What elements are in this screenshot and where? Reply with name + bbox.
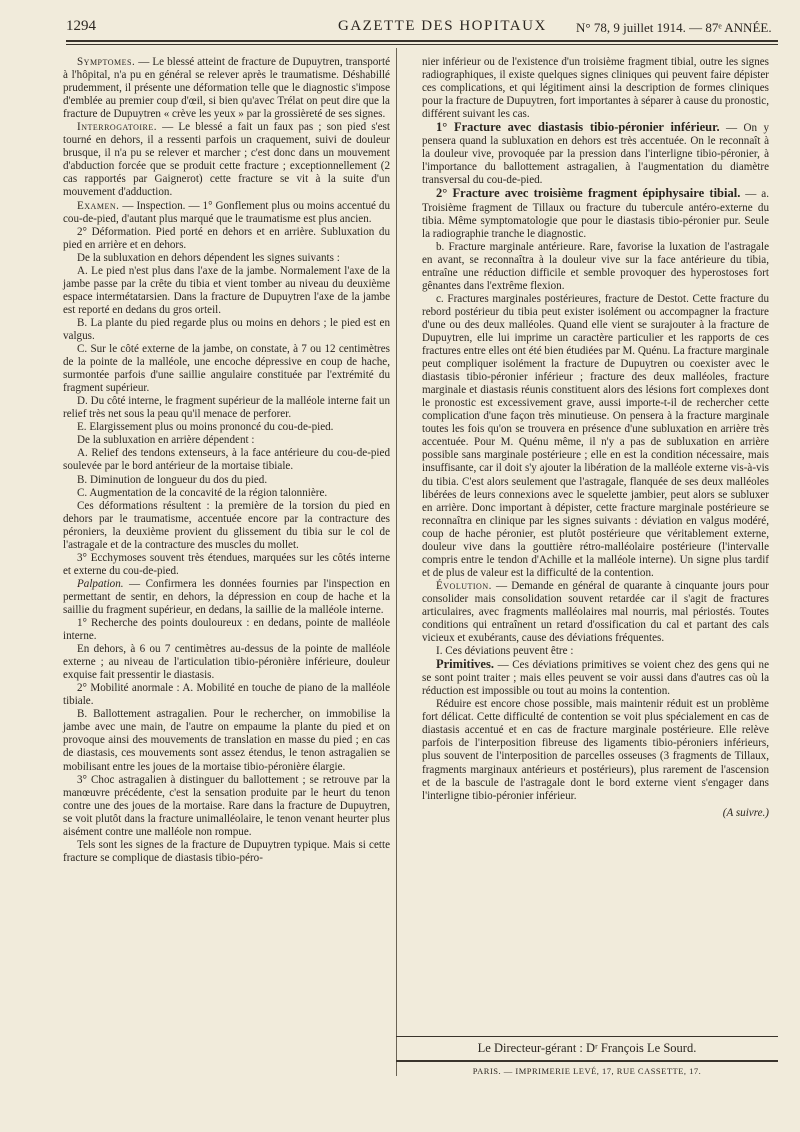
to-be-continued: (A suivre.)	[722, 806, 769, 819]
paragraph-lead: Primitives.	[436, 657, 494, 672]
paragraph-text: Ces déformations résultent : la première de la torsion du pied en dehors par le traumatisme, accentuée encore par la contracture des péroniers, la deuxième provient du glissement du tibia sur le col de l'astragale et de la contracture des muscles du mollet.	[63, 499, 390, 551]
paragraph-text: 2° Déformation. Pied porté en dehors et en arrière. Subluxation du pied en arrière et en dehors.	[63, 225, 390, 251]
paragraph	[422, 698, 769, 802]
printer-line: PARIS. — IMPRIMERIE LEVÉ, 17, RUE CASSETTE, 17.	[472, 1066, 702, 1076]
paragraph-text: B. La plante du pied regarde plus ou moins en dehors ; le pied est en valgus.	[63, 316, 390, 342]
paragraph	[63, 226, 390, 252]
paragraph-text: A. Le pied n'est plus dans l'axe de la jambe. Normalement l'axe de la jambe passe par la crête du tibia et vient tomber au niveau du deuxième espace intermétatarsien. Dans la fracture de Dupuytren l'axe de la jambe est reporté en dedans du gros orteil.	[63, 264, 390, 316]
paragraph-text: En dehors, à 6 ou 7 centimètres au-dessus de la pointe de malléole externe ; au niveau de l'articulation tibio-péronière inférieure, douleur exquise fait pressentir le diastasis.	[63, 643, 390, 682]
paragraph	[63, 500, 390, 552]
paragraph-text: — Demande en général de quarante à cinquante jours pour consolider mais consolidation souvent retardée car il s'agit de fractures articulaires, avec fragments malléolaires mal nourris, mal périostés. Toutes conditions qui entraînent un retard d'ossification du cal et partant des cals vicieux et exubérants, cause des déviations fréquentes.	[422, 579, 769, 645]
paragraph	[63, 552, 390, 578]
paragraph-text: — a. Troisième fragment de Tillaux ou fracture du tubercule antéro-externe du tibia. Même symptomatologie que pour le diastasis tibio-péronier pur. Seule la radiographie tranche le diagnostic.	[422, 188, 769, 240]
paragraph-text: b. Fracture marginale antérieure. Rare, favorise la luxation de l'astragale en avant, se reconnaîtra à la douleur vive sur la face antérieure du tibia, entraîne une réduction difficile et semble provoquer des hyperostoses fort gênantes dans l'extrême flexion.	[422, 240, 769, 292]
paragraph-lead: Examen.	[77, 199, 120, 212]
paragraph	[422, 580, 769, 645]
right-column	[422, 56, 769, 820]
journal-title: GAZETTE DES HOPITAUX	[338, 18, 547, 34]
paragraph	[63, 395, 390, 421]
paragraph	[422, 293, 769, 580]
paragraph-text: — Le blessé a fait un faux pas ; son pied s'est tourné en dehors, il a ressenti parfois un craquement, suivi de douleur brusque, il n'a pu se relever et marcher ; c'est donc dans un mouvement d'abduction forcée que se produit cette fracture ; exceptionnellement (2 cas rapportés par Gaignerot) cette fracture se vit à la suite d'un mouvement d'adduction.	[63, 121, 390, 199]
footer-rule	[396, 1036, 778, 1037]
paragraph-text: — Inspection. — 1° Gonflement plus ou moins accentué du cou-de-pied, d'autant plus marqué que le traumatisme est plus ancien.	[63, 199, 391, 225]
paragraph-lead: 1° Fracture avec diastasis tibio-péronier inférieur.	[436, 120, 720, 135]
paragraph-text: c. Fractures marginales postérieures, fracture de Destot. Cette fracture du rebord postérieur du tibia peut exister isolément ou accompagner la fracture d'une ou des deux malléoles. Quand elle vient se surajouter à la fracture de Dupuytren, elle lui imprime un caractère particulier et les rapports de ces fractures entre elles ont été bien étudiées par M. Quénu. La fracture marginale peut compliquer isolément la fracture de Dupuytren ou coexister avec le diastasis tibio-péronier inférieur ; fracture des deux malléoles, fracture marginale et diastasis réunis constituent alors des lésions fort complexes dont le pronostic est excessivement grave, aussi importe-t-il de rechercher cette complication d'une façon très minutieuse. On pensera à la fracture marginale toutes les fois qu'on se trouvera en présence d'une subluxation en arrière très accentuée. Pour M. Quénu même, il n'y a pas de subluxation en arrière possible sans marginale postérieure ; elle en est la condition nécessaire, mais insuffisante, car il doit s'y ajouter la libération de la malléole externe vis-à-vis du tibia. C'est alors seulement que l'astragale, flanquée de ses deux malléoles libérées de leurs connexions avec le squelette jambier, peut alors se subluxer en arrière. Donc important à dépister, cette fracture marginale postérieure se reconnaîtra en clinique par les signes suivants : déviation en valgus modéré, coup de hache péronier, est plutôt postérieure que véritablement externe, douleur vive dans la gouttière rétro-malléolaire postérieure (l'intervalle compris entre le tendon d'Achille et la malléole interne). Un signe plus tardif et de plus de valeur est la difficulté de la contention.	[422, 292, 769, 579]
paragraph-lead: Symptomes.	[77, 56, 136, 68]
paragraph	[63, 200, 390, 226]
paragraph-text: Réduire est encore chose possible, mais maintenir réduit est un problème fort délicat. Cette difficulté de contention se voit plus spécialement en cas de diastasis accentué et en cas de fracture marginale postérieure. Elle relève parfois de l'interposition fibreuse des ligaments tibio-péroniers inférieurs, plus souvent de l'interposition de parcelles osseuses (3 fragments de Tillaux, fragments marginaux antérieurs et postérieurs), plus rarement de l'ascension et de la bascule de l'astragale dont le bord externe vient s'engager dans l'interligne tibio-péronier inférieur.	[422, 698, 769, 802]
paragraph	[422, 241, 769, 293]
paragraph-text: C. Augmentation de la concavité de la région talonnière.	[77, 486, 328, 499]
paragraph-text: B. Ballottement astragalien. Pour le rechercher, on immobilise la jambe avec une main, de l'autre on empaume la plante du pied et on provoque ainsi des mouvements de translation en masse du pied ; en cas de diastasis, ces mouvements sont assez étendus, le tenon astragalien se mobilisant entre les joues de la mortaise tibio-péronière élargie.	[63, 708, 390, 773]
paragraph	[422, 658, 769, 698]
paragraph	[422, 187, 769, 240]
left-column	[63, 56, 390, 865]
paragraph	[63, 421, 390, 434]
issue-info: N° 78, 9 juillet 1914. — 87ᵉ ANNÉE.	[576, 20, 772, 35]
paragraph-text: I. Ces déviations peuvent être :	[436, 645, 574, 658]
paragraph	[63, 643, 390, 682]
paragraph-text: 3° Ecchymoses souvent très étendues, marquées sur les côtés interne et externe du cou-de-pied.	[63, 551, 390, 577]
paragraph	[63, 252, 390, 265]
paragraph-text: De la subluxation en arrière dépendent :	[77, 434, 255, 447]
page-header	[0, 0, 800, 52]
column-divider	[396, 48, 397, 1076]
paragraph-lead: Évolution.	[436, 579, 492, 592]
paragraph-text: — Ces déviations primitives se voient chez des gens qui ne se sont point traiter ; mais elles peuvent se voir aussi dans d'autres cas où la réduction est impossible ou tout au moins la contention.	[422, 659, 769, 698]
footer-rule-thick	[396, 1060, 778, 1062]
paragraph-lead: 2° Fracture avec troisième fragment épiphysaire tibial.	[436, 186, 741, 201]
paragraph-lead: Palpation.	[77, 577, 124, 590]
paragraph	[63, 434, 390, 447]
paragraph	[63, 474, 390, 487]
paragraph-text: A. Relief des tendons extenseurs, à la face antérieure du cou-de-pied soulevée par le bord antérieur de la mortaise tibiale.	[63, 447, 390, 473]
paragraph	[63, 56, 390, 121]
paragraph	[422, 56, 769, 121]
paragraph-text: D. Du côté interne, le fragment supérieur de la malléole interne fait un relief très net sous la peau qu'il menace de perforer.	[63, 395, 390, 421]
page-footer	[396, 1036, 778, 1076]
paragraph-text: C. Sur le côté externe de la jambe, on constate, à 7 ou 12 centimètres de la pointe de la malléole, une encoche dépressive en coup de hache, surmontée parfois d'une saillie angulaire constituée par l'extrémité du fragment supérieur.	[63, 343, 390, 395]
paragraph	[63, 774, 390, 839]
paragraph-text: nier inférieur ou de l'existence d'un troisième fragment tibial, outre les signes radiographiques, il existe quelques signes cliniques qui peuvent faire dépister ces complications, et qui légitiment ainsi la description de formes cliniques pour la fracture de Dupuytren, fort importantes à séparer à cause du pronostic, différent suivant les cas.	[422, 56, 769, 121]
paragraph-text: — Le blessé atteint de fracture de Dupuytren, transporté à l'hôpital, n'a pu en général se relever après le traumatisme. Déshabillé prudemment, il présente une déformation telle que le diagnostic s'impose d'emblée au premier coup d'œil, si bien qu'avec Trélat on peut dire que la fracture de Dupuytren « crève les yeux » par la grossièreté de ses signes.	[63, 56, 390, 121]
paragraph-text: 1° Recherche des points douloureux : en dedans, pointe de malléole interne.	[63, 617, 390, 643]
paragraph-text: 3° Choc astragalien à distinguer du ballottement ; se retrouve par la manœuvre précédente, c'est la sensation produite par le heurt du tenon contre une des joues de la mortaise. Rare dans la fracture de Dupuytren, se voit plutôt dans la fracture unimalléolaire, le tenon venant heurter plus aisément contre une malléole non rompue.	[63, 773, 390, 838]
paragraph	[63, 839, 390, 865]
paragraph	[63, 447, 390, 473]
paragraph-text: 2° Mobilité anormale : A. Mobilité en touche de piano de la malléole tibiale.	[63, 682, 390, 708]
paragraph	[63, 317, 390, 343]
paragraph-text: E. Elargissement plus ou moins prononcé du cou-de-pied.	[77, 421, 334, 434]
paragraph	[63, 617, 390, 643]
paragraph-text: B. Diminution de longueur du dos du pied.	[77, 473, 268, 486]
paragraph	[63, 708, 390, 773]
paragraph	[63, 487, 390, 500]
header-rule-thin	[66, 44, 778, 45]
paragraph	[63, 578, 390, 617]
paragraph	[63, 121, 390, 199]
paragraph	[63, 343, 390, 395]
paragraph-text: Tels sont les signes de la fracture de Dupuytren typique. Mais si cette fracture se complique de diastasis tibio-péro-	[63, 838, 390, 864]
paragraph-text: — On y pensera quand la subluxation en dehors est très accentuée. On le reconnaît à la douleur vive, provoquée par la pression dans l'interligne tibio-péronier, à l'importance du ballottement astragalien, à l'augmentation du diamètre transversal du cou-de-pied.	[422, 122, 769, 187]
header-rule	[66, 40, 778, 42]
paragraph-text: — Confirmera les données fournies par l'inspection en permettant de sentir, en dehors, la dépression en coup de hache et la saillie du fragment supérieur, en dedans, la saillie de la malléole interne.	[63, 577, 390, 616]
paragraph-lead: Interrogatoire.	[77, 121, 158, 134]
paragraph	[422, 121, 769, 187]
paragraph	[63, 265, 390, 317]
page-number: 1294	[66, 18, 96, 34]
paragraph	[63, 682, 390, 708]
director-line: Le Directeur-gérant : Dʳ François Le Sourd.	[477, 1041, 697, 1055]
paragraph-text: De la subluxation en dehors dépendent les signes suivants :	[77, 251, 340, 264]
